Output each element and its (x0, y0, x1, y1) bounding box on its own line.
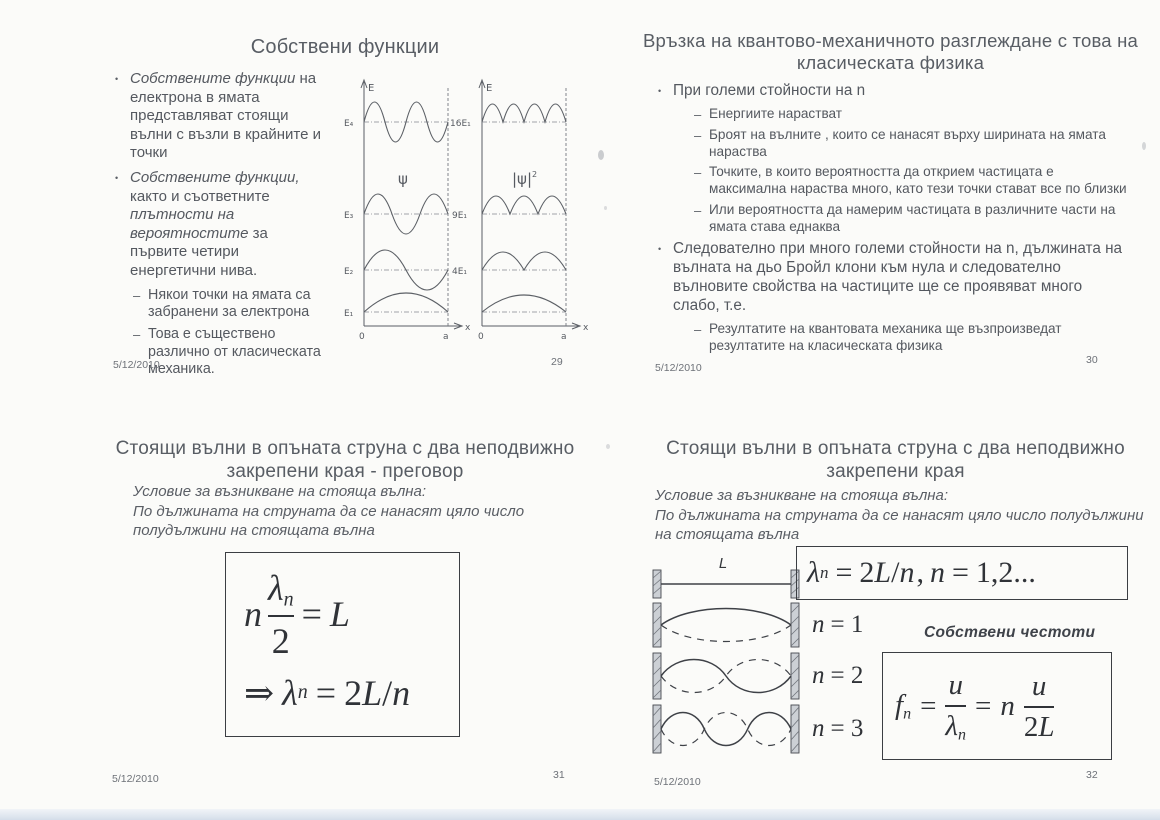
density-n2 (482, 252, 566, 270)
sub-bullet-text: Резултатите на квантовата механика ще възпроизведат резултатите на класическата физика (709, 320, 1062, 353)
scan-speck (604, 206, 607, 210)
svg-text:E₄: E₄ (344, 119, 354, 129)
sub-bullet-text: Броят на вълните , които се нанасят върху ширината на ямата нараства (709, 126, 1106, 159)
svg-text:L: L (718, 556, 728, 572)
formula-box-wavelengths: λ n = 2 L / n , n = 1,2... (796, 546, 1128, 600)
density-n3 (482, 196, 566, 214)
footer-date: 5/12/2010 (655, 362, 702, 374)
sub-bullet-text: Някои точки на ямата са забранени за електрона (148, 286, 311, 321)
bullet-marker: • (115, 172, 119, 183)
svg-text:16E₁: 16E₁ (450, 119, 471, 129)
condition-text: Условие за възникване на стояща вълна: По дължината на струната да се нанасят цяло число полудължини на стоящата вълна (655, 487, 1144, 543)
natural-frequencies-label: Собствени честоти (924, 624, 1096, 641)
bullet-marker: • (658, 86, 662, 96)
dash-marker: – (694, 127, 702, 143)
bullet-text: При големи стойности на n (673, 82, 866, 99)
string-n3-figure (650, 702, 802, 756)
svg-text:0: 0 (359, 332, 365, 342)
sub-bullet-item (133, 326, 345, 379)
dash-marker: – (133, 326, 141, 342)
svg-text:|ψ|2: $|\psi|^2$ (512, 170, 538, 188)
scan-speck (1142, 142, 1146, 150)
slide-title: Собствени функции (250, 36, 440, 58)
scanner-edge-band (0, 809, 1160, 820)
bullet-list (658, 82, 1130, 358)
psi-squared-panel (478, 80, 589, 342)
footer-page-number: 29 (551, 356, 563, 368)
dash-marker: – (694, 106, 702, 122)
bullet-item (115, 169, 345, 281)
string-n2-figure (650, 650, 802, 702)
psi-panel (344, 80, 471, 342)
svg-text:E: E (368, 83, 375, 94)
slide-30 (638, 18, 1143, 396)
bullet-text: Собствените функции на електрона в ямата представляват стоящи вълни с възли в крайните и точки (130, 70, 321, 162)
condition-text: Условие за възникване на стояща вълна: По дължината на струната да се нанасят цяло число полудължини на стоящата вълна (133, 483, 525, 539)
formula-box-frequencies: fn = $\frac{u}{\lambda n}$ = n $\frac{u}{2L}$ (882, 652, 1112, 760)
slide-31 (95, 428, 595, 806)
sub-bullet-item (694, 164, 1130, 198)
footer-date: 5/12/2010 (654, 776, 701, 788)
string-n1-figure (650, 600, 802, 650)
bullet-marker: • (115, 74, 119, 84)
sub-bullet-text: Или вероятността да намерим частицата в различните части на ямата става еднаква (709, 202, 1116, 235)
scan-speck (606, 444, 610, 449)
svg-text:a: a (561, 332, 567, 342)
footer-date: 5/12/2010 (112, 773, 159, 785)
svg-text:4E₁: 4E₁ (452, 267, 468, 277)
string-rest-figure (650, 556, 802, 600)
slide-title: Връзка на квантово-механичното разглеждане с това на класическата физика (642, 30, 1139, 73)
sub-bullet-text: Това е съществено различно от класическата механика. (148, 325, 321, 378)
string-n2-row: n = 2 (650, 650, 890, 702)
bullet-text: Собствените функции, както и съответните плътности на вероятностите за първите четири енергетични нива. (130, 168, 300, 279)
scan-speck (598, 150, 604, 160)
formula-n-lambda-halves: n $\frac{\lambda n}{2}$ = L (244, 568, 350, 661)
formula-lambda-result: ⇒ λ n = 2 L / n (244, 672, 411, 713)
svg-text:x: x (465, 323, 471, 333)
footer-page-number: 32 (1086, 769, 1098, 781)
density-n1 (482, 295, 566, 312)
string-n1-row: n = 1 (650, 600, 890, 650)
sub-bullet-item (133, 287, 345, 322)
footer-page-number: 31 (553, 769, 565, 781)
slide-title: Стоящи вълни в опъната струна с два неподвижно закрепени края (666, 438, 1125, 482)
svg-text:ψ: ψ (398, 170, 408, 188)
slide-32 (638, 428, 1153, 813)
svg-text:E: E (486, 83, 493, 94)
svg-text:E₃: E₃ (344, 211, 354, 221)
footer-date: 5/12/2010 (113, 359, 160, 371)
sub-bullet-text: Точките, в които вероятността да открием частицата е максимална нараства много, като тези точки стават все по близки (709, 164, 1127, 197)
dash-marker: – (694, 321, 702, 337)
density-n4 (482, 104, 566, 122)
sub-bullet-item (694, 321, 1130, 355)
slide-title: Стоящи вълни в опъната струна с два неподвижно закрепени края - преговор (115, 438, 575, 482)
svg-text:x: x (583, 323, 589, 333)
sub-bullet-item (694, 127, 1130, 161)
dash-marker: – (694, 165, 702, 181)
svg-text:E₂: E₂ (344, 267, 354, 277)
svg-text:E₁: E₁ (344, 309, 354, 319)
bullet-list (115, 70, 345, 383)
svg-text:9E₁: 9E₁ (452, 211, 468, 221)
bullet-item (658, 240, 1130, 316)
string-n3-row: n = 3 (650, 702, 890, 756)
sub-bullet-item (694, 202, 1130, 236)
eigenfunctions-figure (341, 74, 591, 346)
dash-marker: – (133, 287, 141, 303)
footer-page-number: 30 (1086, 354, 1098, 366)
bullet-marker: • (658, 243, 662, 254)
slide-29 (95, 18, 595, 396)
formula-box-wavelength-derivation (225, 552, 460, 737)
bullet-text: Следователно при много големи стойности на n, дължината на вълната на дьо Бройл клони към нула и следователно вълновите свойства на частиците ще се проявяват много слабо, т.е. (673, 239, 1123, 314)
wave-n1 (364, 293, 448, 312)
svg-text:a: a (443, 332, 449, 342)
dash-marker: – (694, 203, 702, 219)
sub-bullet-text: Енергиите нарастват (709, 105, 843, 121)
bullet-item (658, 82, 1130, 101)
sub-bullet-item (694, 106, 1130, 123)
bullet-item (115, 70, 345, 163)
svg-text:0: 0 (478, 332, 484, 342)
